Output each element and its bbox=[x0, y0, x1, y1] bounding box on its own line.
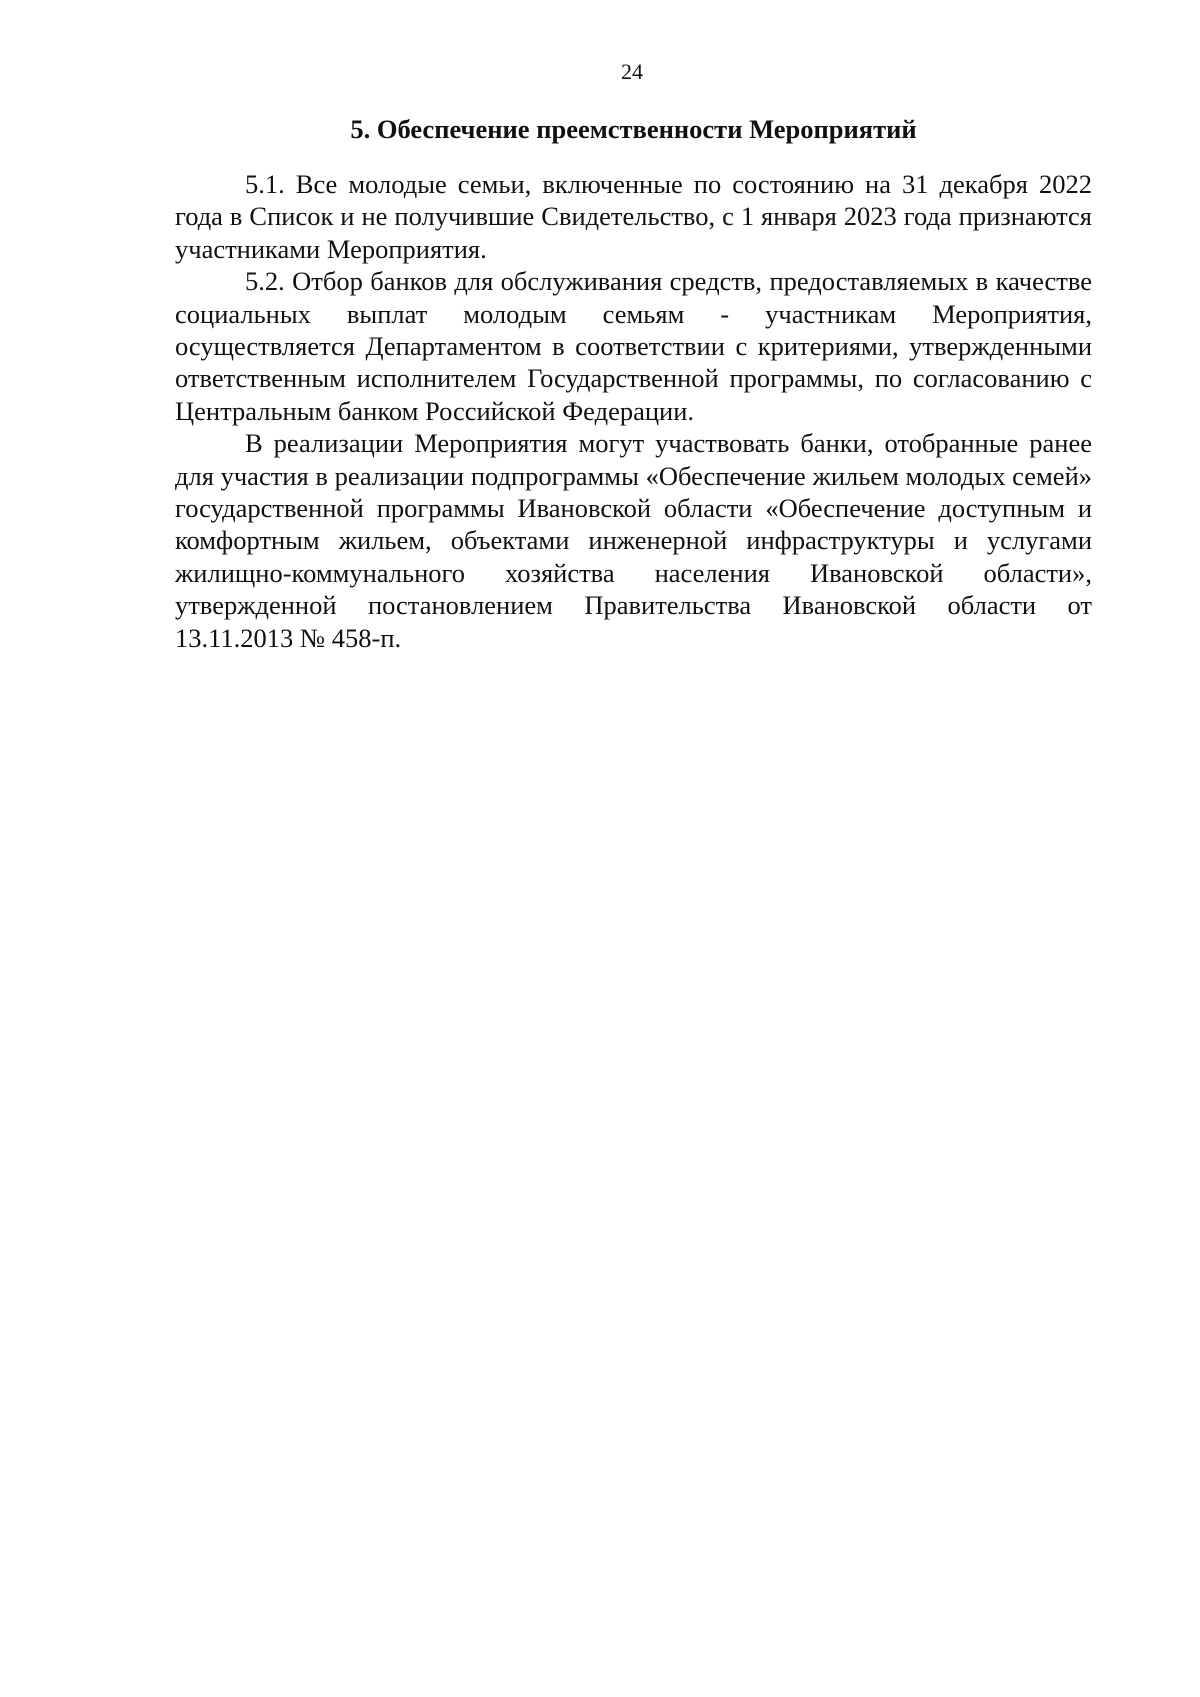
paragraph-5-1: 5.1. Все молодые семьи, включенные по состоянию на 31 декабря 2022 года в Список и не получившие Свидетельство, с 1 января 2023 года признаются участниками Мероприятия. bbox=[175, 169, 1092, 264]
paragraph-banks-participation: В реализации Мероприятия могут участвовать банки, отобранные ранее для участия в реализации подпрограммы «Обеспечение жильем молодых семей» государственной программы Ивановской области «Обеспечение доступным и комфортным жильем, объектами инженерной инфраструктуры и услугами жилищно-коммунального хозяйства населения Ивановской области», утвержденной постановлением Правительства Ивановской области от 13.11.2013 № 458-п. bbox=[175, 428, 1092, 653]
section-title: 5. Обеспечение преемственности Мероприятий bbox=[350, 114, 917, 144]
page-number: 24 bbox=[621, 59, 643, 84]
paragraph-5-2: 5.2. Отбор банков для обслуживания средств, предоставляемых в качестве социальных выплат молодым семьям - участникам Мероприятия, осуществляется Департаментом в соответствии с критериями, утвержденными ответственным исполнителем Государственной программы, по согласованию с Центральным банком Российской Федерации. bbox=[175, 266, 1092, 426]
document-body bbox=[175, 112, 1092, 654]
